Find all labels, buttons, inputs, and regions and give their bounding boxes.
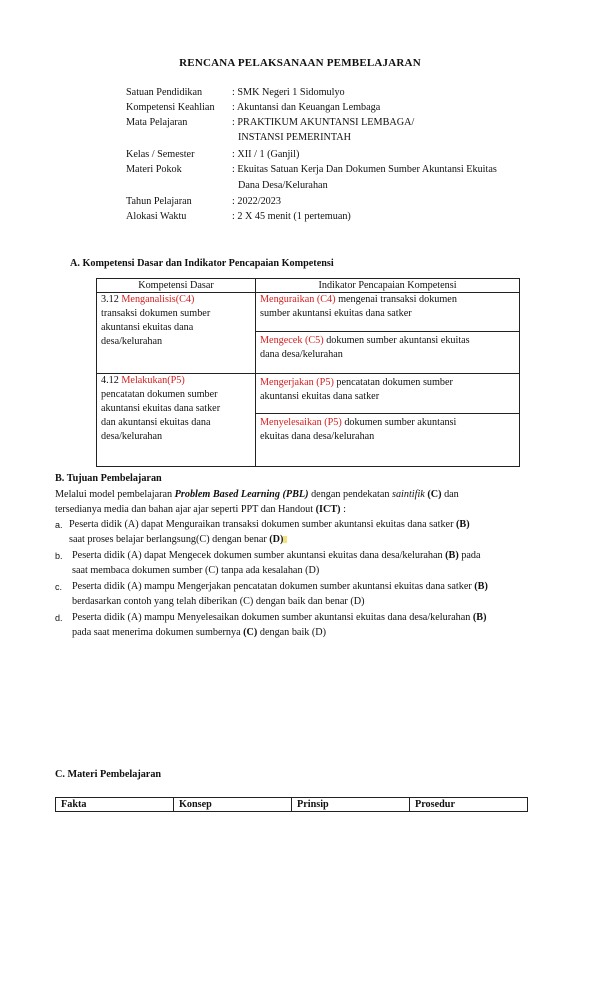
label-materi: Materi Pokok xyxy=(126,164,182,175)
col-konsep: Konsep xyxy=(174,798,292,812)
item-letter: d. xyxy=(55,613,63,623)
value-satuan: : SMK Negeri 1 Sidomulyo xyxy=(232,87,345,98)
item-text: pada xyxy=(458,550,481,561)
competency-table xyxy=(96,278,520,467)
item-tag: (B) xyxy=(472,612,487,623)
value-materi: : Ekuitas Satuan Kerja Dan Dokumen Sumber Akuntansi Ekuitas xyxy=(232,164,497,175)
kd2-line: pencatatan dokumen sumber xyxy=(101,389,218,400)
indicator-cell-3 xyxy=(256,374,520,414)
kd1-verb: Menganalisis(C4) xyxy=(121,294,195,305)
materi-table xyxy=(55,797,528,812)
value-tahun: : 2022/2023 xyxy=(232,196,281,207)
item-text: saat proses belajar berlangsung(C) dengan benar xyxy=(69,534,270,545)
ind4-verb: Menyelesaikan (P5) xyxy=(260,417,342,428)
kd1-number: 3.12 xyxy=(101,294,122,305)
value-mapel: : PRAKTIKUM AKUNTANSI LEMBAGA/ xyxy=(232,117,415,128)
kd2-number: 4.12 xyxy=(101,375,122,386)
item-tag: (B) xyxy=(474,581,488,592)
kd-cell-1 xyxy=(97,293,256,374)
ind4-text: dokumen sumber akuntansi xyxy=(341,417,457,428)
value-materi-2: Dana Desa/Kelurahan xyxy=(238,180,328,191)
highlight-mark xyxy=(283,536,287,543)
ind2-verb: Mengecek (C5) xyxy=(260,334,324,346)
item-text: berdasarkan contoh yang telah diberikan (C) dengan baik dan benar (D) xyxy=(72,596,365,607)
label-satuan: Satuan Pendidikan xyxy=(126,87,203,98)
indicator-cell-1 xyxy=(256,293,520,332)
intro-tag: (C) xyxy=(424,489,442,500)
col-kompetensi-dasar: Kompetensi Dasar xyxy=(97,279,256,293)
item-letter: b. xyxy=(55,551,63,561)
intro-text: dengan pendekatan xyxy=(308,489,392,500)
item-text: Peserta didik (A) mampu Mengerjakan pencatatan dokumen sumber akuntansi ekuitas dana satker xyxy=(72,581,475,592)
kd2-line: desa/kelurahan xyxy=(101,431,163,442)
indicator-cell-2 xyxy=(256,331,520,373)
value-alokasi: : 2 X 45 menit (1 pertemuan) xyxy=(232,211,351,222)
intro-text: : xyxy=(340,504,346,515)
label-tahun: Tahun Pelajaran xyxy=(126,196,192,207)
ind3-text: pencatatan dokumen sumber xyxy=(333,377,453,388)
label-alokasi: Alokasi Waktu xyxy=(126,211,187,222)
col-indikator: Indikator Pencapaian Kompetensi xyxy=(256,279,520,293)
ind3-verb: Mengerjakan (P5) xyxy=(260,377,334,388)
ind1-text: mengenai transaksi dokumen xyxy=(335,294,457,305)
indicator-cell-4 xyxy=(256,414,520,467)
col-prinsip: Prinsip xyxy=(292,798,410,812)
item-text: saat membaca dokumen sumber (C) tanpa ada kesalahan (D) xyxy=(72,565,320,576)
intro-approach: saintifik xyxy=(391,489,425,500)
kd2-line: akuntansi ekuitas dana satker xyxy=(101,403,221,414)
intro-text: tersedianya media dan bahan ajar ajar seperti PPT dan Handout xyxy=(55,504,316,515)
ind1-verb: Menguraikan (C4) xyxy=(260,294,336,305)
kd1-line: desa/kelurahan xyxy=(101,336,163,347)
item-text: dengan baik (D) xyxy=(257,627,327,638)
value-mapel-2: INSTANSI PEMERINTAH xyxy=(238,132,351,143)
item-text: pada saat menerima dokumen sumbernya xyxy=(72,627,244,638)
ind2-text: dokumen sumber akuntansi ekuitas xyxy=(323,334,470,346)
item-letter: a. xyxy=(55,520,63,530)
ind4-line: ekuitas dana desa/kelurahan xyxy=(260,431,375,442)
item-letter: c. xyxy=(55,582,63,592)
ind2-line: dana desa/kelurahan xyxy=(260,348,343,360)
ind1-line: sumber akuntansi ekuitas dana satker xyxy=(260,308,412,319)
label-mapel: Mata Pelajaran xyxy=(126,117,188,128)
col-fakta: Fakta xyxy=(56,798,174,812)
objective-intro-line2 xyxy=(55,503,346,517)
item-text: Peserta didik (A) dapat Menguraikan transaksi dokumen sumber akuntansi ekuitas dana satker xyxy=(69,519,457,530)
intro-tag: (ICT) xyxy=(315,504,341,515)
value-kompetensi: : Akuntansi dan Keuangan Lembaga xyxy=(232,102,381,113)
kd2-verb: Melakukan(P5) xyxy=(121,375,185,386)
intro-text: Melalui model pembelajaran xyxy=(55,489,175,500)
item-text: Peserta didik (A) mampu Menyelesaikan dokumen sumber akuntansi ekuitas dana desa/kelurahan xyxy=(72,612,473,623)
ind3-line: akuntansi ekuitas dana satker xyxy=(260,391,380,402)
kd-cell-2 xyxy=(97,374,256,467)
label-kompetensi: Kompetensi Keahlian xyxy=(126,102,215,113)
section-a-heading: A. Kompetensi Dasar dan Indikator Pencapaian Kompetensi xyxy=(70,258,334,269)
objective-intro-line1 xyxy=(55,488,459,502)
section-c-heading: C. Materi Pembelajaran xyxy=(55,769,162,780)
document-title: RENCANA PELAKSANAAN PEMBELAJARAN xyxy=(179,57,421,69)
label-kelas: Kelas / Semester xyxy=(126,149,195,160)
intro-text: dan xyxy=(441,489,459,500)
col-prosedur: Prosedur xyxy=(410,798,528,812)
kd1-line: akuntansi ekuitas dana xyxy=(101,322,194,333)
item-tag: (B) xyxy=(445,550,459,561)
kd2-line: dan akuntansi ekuitas dana xyxy=(101,417,211,428)
item-tag: (C) xyxy=(243,627,258,638)
section-b-heading: B. Tujuan Pembelajaran xyxy=(55,473,162,484)
item-text: Peserta didik (A) dapat Mengecek dokumen sumber akuntansi ekuitas dana desa/kelurahan xyxy=(72,550,446,561)
item-tag: (D) xyxy=(269,534,284,545)
item-tag: (B) xyxy=(456,519,470,530)
intro-model: Problem Based Learning (PBL) xyxy=(174,489,309,500)
value-kelas: : XII / 1 (Ganjil) xyxy=(232,149,300,160)
kd1-line: transaksi dokumen sumber xyxy=(101,308,211,319)
